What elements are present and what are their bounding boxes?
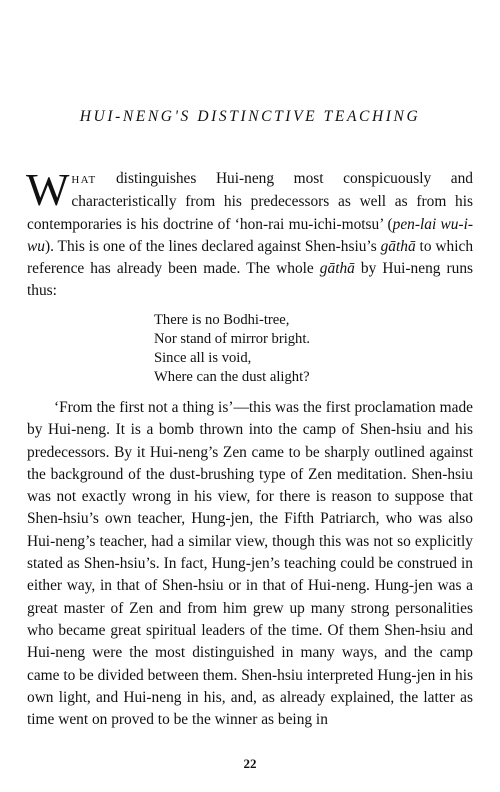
italic-term: pen-lai wu-i-wu [27, 215, 473, 255]
verse-line: Since all is void, [154, 350, 252, 366]
lead-smallcaps: HAT [71, 174, 97, 186]
paragraph-text-segment: distinguishes Hui-neng most conspicuously and characteristically from his predecessors as well as from his contemporaries is his doctrine of ‘hon-rai mu-ichi-motsu’ ( [27, 170, 473, 233]
drop-cap: W [26, 164, 70, 215]
verse-line: Nor stand of mirror bright. [154, 331, 311, 347]
second-paragraph: ‘From the first not a thing is’—this was the first proclamation made by Hui-neng. It is a bomb thrown into the camp of Shen-hsiu and his predecessors. By it Hui-neng’s Zen came to be sharply outlined against the background of the dust-brushing type of Zen meditation. Shen-hsiu was not exactly wrong in his view, for there is reason to suppose that Shen-hsiu’s own teacher, Hung-jen, the Fifth Patriarch, who was also Hui-neng’s teacher, had a similar view, though this was not so explicitly stated as Shen-hsiu’s. In fact, Hung-jen’s teaching could be construed in either way, in that of Shen-hsiu or in that of Hui-neng. Hung-jen was a great master of Zen and from him grew up many strong personalities who became great spiritual leaders of the time. Of them Shen-hsiu and Hui-neng were the most distinguished in many ways, and the camp came to be divided between them. Shen-hsiu interpreted Hung-jen in his own light, and Hui-neng in his, and, as already explained, the latter as time went on proved to be the winner as being in [27, 399, 473, 729]
page-title: HUI-NENG'S DISTINCTIVE TEACHING [79, 108, 421, 125]
paragraph-text-segment: ). This is one of the lines declared against Shen-hsiu’s [44, 237, 381, 255]
verse-block [154, 311, 310, 387]
verse-line: Where can the dust alight? [154, 369, 310, 385]
page-number: 22 [243, 756, 257, 771]
italic-term: gāthā [319, 260, 355, 278]
paragraph-text-segment: to which reference has already been made. The whole [27, 237, 474, 278]
italic-term: gāthā [380, 237, 416, 255]
paragraph-text-segment: by Hui-neng runs thus: [27, 260, 473, 300]
opening-paragraph [26, 164, 474, 303]
verse-line: There is no Bodhi-tree, [154, 312, 290, 328]
